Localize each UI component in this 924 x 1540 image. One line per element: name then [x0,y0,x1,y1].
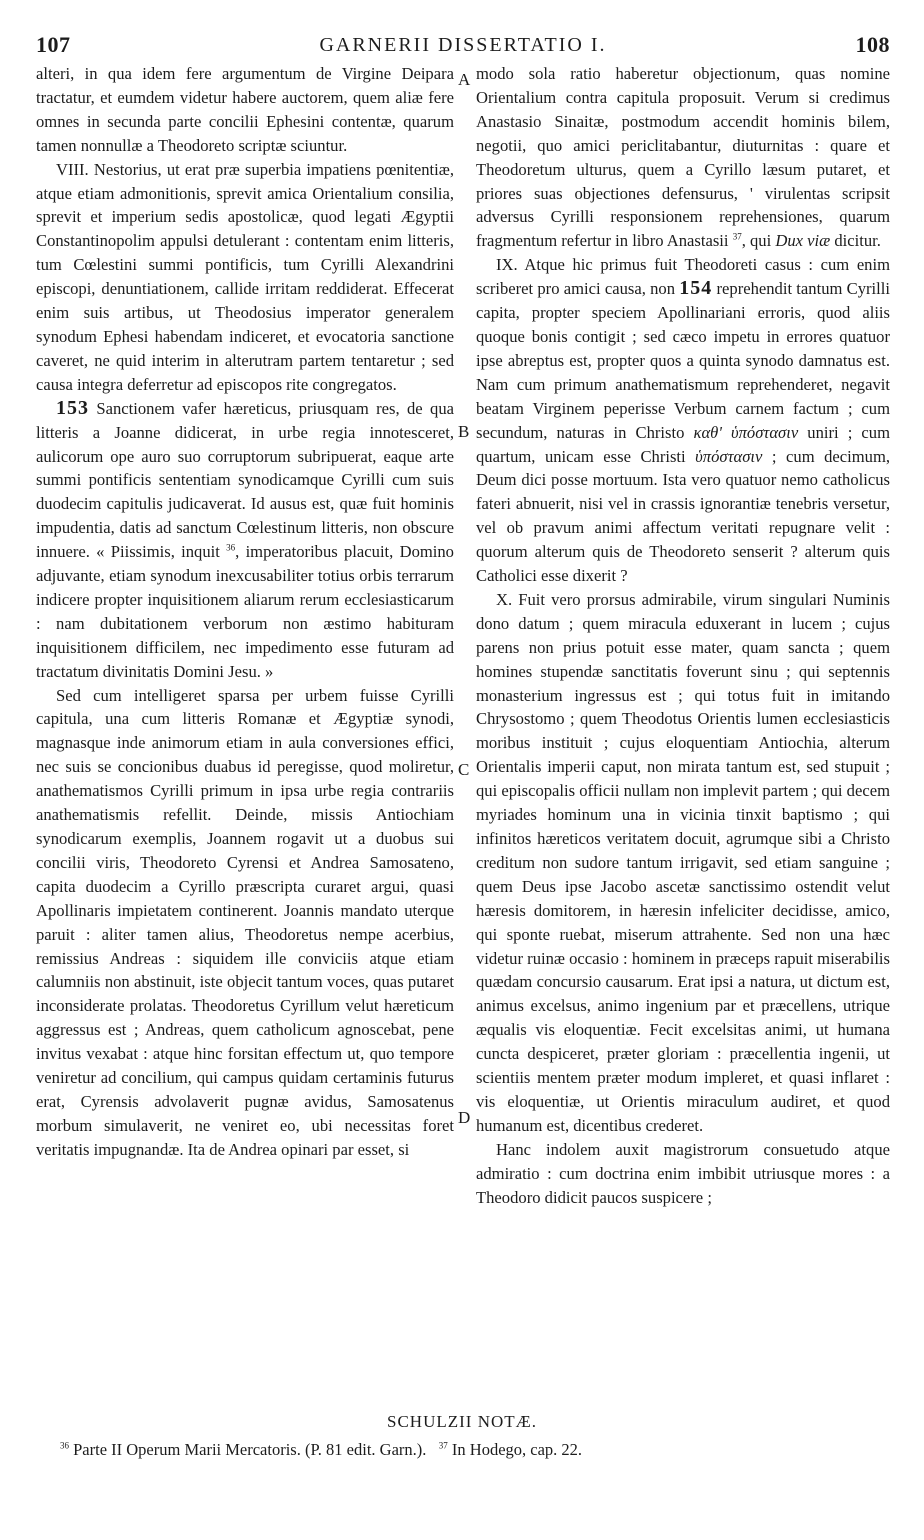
paragraph: alteri, in qua idem fere argumentum de Virgine Deipara tractatur, et eumdem videtur habere auctorem, quem aliæ fere omnes in secunda parte concilii Ephesini contentæ, quarum tamen nonnullæ a Theodoreto scriptæ sciuntur. [36,64,454,155]
paragraph-text: uniri ; cum quartum, unicam esse Christi [476,422,890,466]
paragraph-153 [36,397,454,684]
column-marker-153: 153 [56,396,89,419]
paragraph-text: IX. Atque hic primus fuit Theodoreti casus : cum enim scriberet pro amici causa, non [476,255,890,299]
footnote-ref-36: 36 [226,542,236,553]
paragraph-text: dicitur. [834,231,881,251]
footnote-number: 36 [60,1440,69,1451]
paragraph: Hanc indolem auxit magistrorum consuetudo atque admiratio : cum doctrina enim imbibit utriusque mores : a Theodoro didicit paucos suspicere ; [476,1139,890,1207]
paragraph-section-ix [476,253,890,588]
margin-letter-a: A [458,70,471,89]
footnote-text: In Hodego, cap. 22. [451,1440,583,1459]
paragraph-text: , qui [741,231,772,251]
paragraph-text: reprehendit tantum Cyrilli capita, propter speciem Apollinariani erroris, quod aliis quoque bonis contigit ; sed cæco impetu in errores quatuor ipse abreptus est, propter quos a quinta synodo damnatus est. Nam cum primum anathematismum reprehenderet, negavit beatam Virginem peperisse Verbum carnem factum ; cum secundum, naturas in Christo [476,279,890,442]
footnotes [60,1440,890,1460]
paragraph-text: Sanctionem vafer hæreticus, priusquam res, de qua litteris a Joanne didicerat, in urbe regia innotesceret, aulicorum ope auro suo corruptorum subripuerat, eaque arte summi pontificis sententiam synodicamque Cyrilli cum suis duodecim capitulis judicaverat. Id ausus est, quæ fuit hominis impudentia, datis ad sanctum Cœlestinum litteris, non obscure innuere. « Piissimis, inquit [36,398,454,562]
paragraph-text: ; cum decimum, Deum dici posse mortuum. Ista vero quatuor nemo catholicus fateri abnuerit, nisi vel in crassis ignorantiæ tenebris versetur, vel ob pravum animi affectum veritati repugnare velit : quorum alterum quis de Theodoreto senserit ? alterum quis Catholici esse dixerit ? [476,446,891,586]
footnote-ref-37: 37 [732,231,742,242]
notes-title: SCHULZII NOTÆ. [387,1412,537,1431]
right-column [476,62,890,1210]
margin-letter-c: C [458,760,470,779]
paragraph-text: , imperatoribus placuit, Domino adjuvante, etiam synodum inexcusabiliter totius orbis terrarum indicere propter inquisitionem aliarum rerum ecclesiasticarum : nam dubitationem verborum non æstimo habituram inquisitionem difficilem, nec impedimento esse futuram ad tractatum divinitatis Domini Jesu. » [36,542,454,681]
paragraph [476,62,890,253]
margin-letter-b: B [458,422,470,441]
page-header [36,32,890,58]
page-number-left: 107 [36,32,71,57]
page-number-right: 108 [855,32,890,57]
paragraph: Sed cum intelligeret sparsa per urbem fuisse Cyrilli capitula, una cum litteris Romanæ et Ægyptiæ synodi, magnasque inde animorum etiam in aula conversiones effici, nec suis se concionibus duabus id peregisse, quod moliretur, anathematismos Cyrilli primum in ipsa urbe regia contrariis anathematismis refellit. Deinde, missis Antiochiam synodicarum exemplis, Joannem rogavit ut a duobus sui concilii viris, Theodoreto Cyrensi et Andrea Samosateno, capita duodecim a Cyrillo præscripta curaret argui, quasi Apollinaris impietatem continerent. Joannis mandato uterque paruit : aliter tamen alius, Theodoretus nempe acerbius, remissius Andreas : siquidem ille conviciis atque etiam calumniis non abstinuit, iste objecit tantum voces, quas putaret inconsiderate prolatas. Theodoretus Cyrillum velut hæreticum aggressus est ; Andreas, quem catholicum agnoscebat, pene invitus vexabat : atque hinc forsitan effectum ut, quo tempore veniretur ad concilium, qui campus quidam certaminis futurus erat, Cyrensis advolaverit pugnæ avidus, Samosatenus morbum simulaverit, ne veniret eo, ubi necessitas foret veritatis impugnandæ. Ita de Andrea opinari par esset, si [36,685,454,1159]
left-column [36,62,454,1162]
column-marker-154: 154 [679,277,713,300]
greek-phrase: ὑπόστασιν [695,446,763,466]
footnote-text: Parte II Operum Marii Mercatoris. (P. 81 edit. Garn.). [73,1440,427,1459]
paragraph-section-viii: VIII. Nestorius, ut erat præ superbia impatiens pœnitentiæ, atque etiam admonitionis, sprevit amica Orientalium consilia, sprevit et imperium sedis apostolicæ, quod legati Ægyptii Constantinopolim appulsi detulerant : contentam enim litteris, tum Cœlestini summi pontificis, tum Cyrilli Alexandrini episcopi, denuntiationem, callide irritam reddiderat. Effecerat enim suis artibus, ut Theodosius imperator generalem synodum Ephesi habendam indiceret, et evocatoria sanctione caveret, ne quid interim in alterutram partem tentaretur ; sed causa integra deferretur ad episcopos rite congregatos. [36,159,454,394]
running-title: GARNERII DISSERTATIO I. [319,34,607,56]
italic-title: Dux viæ [775,231,831,251]
paragraph-section-x: X. Fuit vero prorsus admirabile, virum singulari Numinis dono datum ; quem miracula eduxerant in lucem ; cujus parens non prius potuit esse mater, quam sancta ; quem homines stupendæ sanctitatis foverunt sinu ; qui septennis monasterium ingressus est ; qui totus fuit in imitando Chrysostomo ; quem Theodotus Orientis lumen ecclesiasticis moribus instituit ; cujus eloquentiam Antiochia, alterum Orientalis imperii caput, non mirata tantum est, sed stupuit ; qui episcopalis officii nullam non implevit partem ; qui decem myriades hominum una in vicinia tinxit baptismo ; qui infinitos hæreticos veritatem docuit, agrumque sibi a Christo creditum non sudore tantum irrigavit, sed etiam sanguine ; quem Deus ipse Jacobo ascetæ sanctissimo ostendit velut hæresis domitorem, in hæresin infeliciter decidisse, amico, qui sponte ruebat, miserum attrahente. Sed non una hæc videtur ruinæ occasio : hominem in præceps rapuit miserabilis quædam concursio causarum. Erat ipsi a natura, ut dictum est, animus excelsus, animo ingenium par et præcellens, utrique æqualis vis eloquentiæ. Fecit excelsitas animi, ut humana cuncta despiceret, præter gloriam : præcellentia ingenii, ut scientiis mentem præter modum impleret, et quasi inflaret : vis eloquentiæ, ut Orientis miraculum audiret, et quod humanum est, dicentibus crederet. [476,589,890,1135]
greek-phrase: καθ' ὑπόστασιν [693,422,799,442]
footnote-number: 37 [438,1440,448,1451]
paragraph-text: modo sola ratio haberetur objectionum, quas nomine Orientalium contra capitula proposuit. Verum si credimus Anastasio Sinaitæ, postmodum accendit hominis bilem, negotii, quo amici periclitabantur, diuturnitas : quare et Theodoretum ulturus, quem a Cyrillo læsum putaret, et priores suas objectiones defensurus, ' virulentas scripsit adversus Cyrilli responsionem reprehensiones, quarum fragmentum refertur in libro Anastasii [476,64,890,251]
margin-letter-d: D [458,1108,471,1127]
